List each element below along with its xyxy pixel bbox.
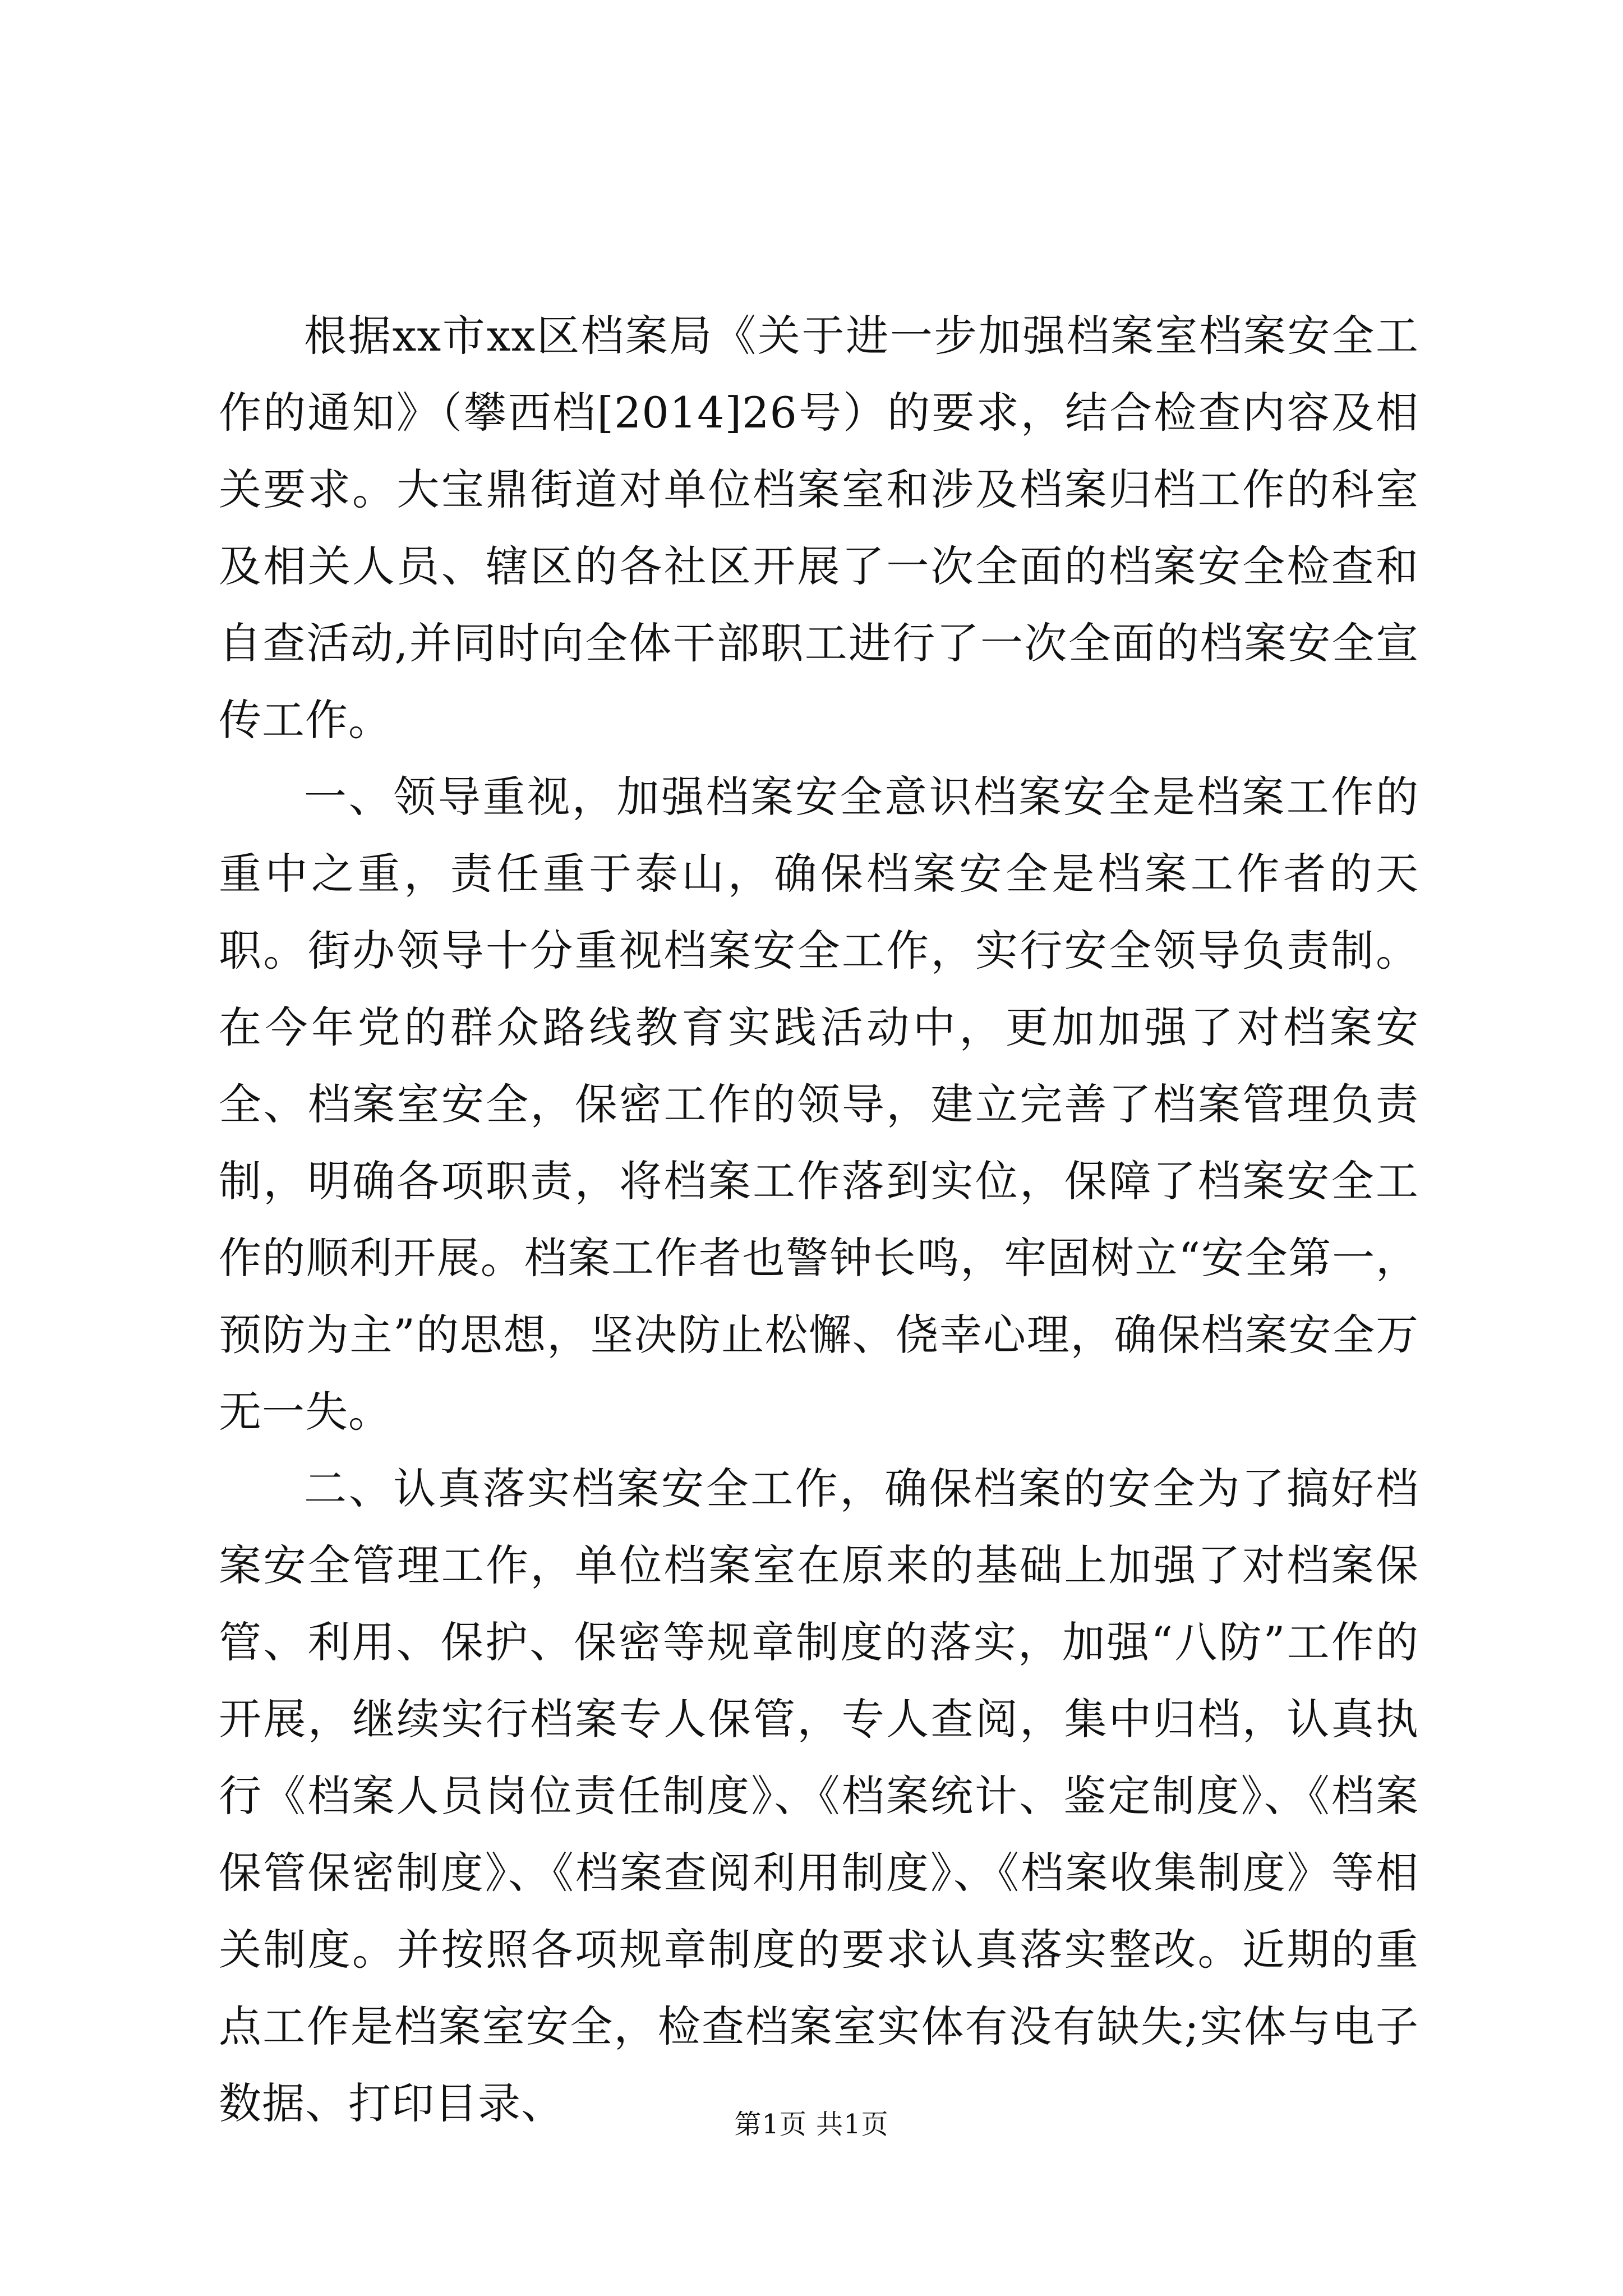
page-footer: 第1页 共1页 [734,2109,889,2140]
paragraph-section-1: 一、领导重视，加强档案安全意识档案安全是档案工作的重中之重，责任重于泰山，确保档案安全是档案工作者的天职。街办领导十分重视档案安全工作，实行安全领导负责制。在今年党的群众路线教育实践活动中，更加加强了对档案安全、档案室安全，保密工作的领导，建立完善了档案管理负责制，明确各项职责，将档案工作落到实位，保障了档案安全工作的顺利开展。档案工作者也警钟长鸣，牢固树立“安全第一，预防为主”的思想，坚决防止松懈、侥幸心理，确保档案安全万无一失。 [219,772,1419,1437]
paragraph-intro: 根据xx市xx区档案局《关于进一步加强档案室档案安全工作的通知》（攀西档[2014]26号）的要求，结合检查内容及相关要求。大宝鼎街道对单位档案室和涉及档案归档工作的科室及相关人员、辖区的各社区开展了一次全面的档案安全检查和自查活动,并同时向全体干部职工进行了一次全面的档案安全宣传工作。 [219,311,1419,745]
document-body [219,297,1419,2142]
paragraph-section-2: 二、认真落实档案安全工作，确保档案的安全为了搞好档案安全管理工作，单位档案室在原来的基础上加强了对档案保管、利用、保护、保密等规章制度的落实，加强“八防”工作的开展，继续实行档案专人保管，专人查阅，集中归档，认真执行《档案人员岗位责任制度》、《档案统计、鉴定制度》、《档案保管保密制度》、《档案查阅利用制度》、《档案收集制度》等相关制度。并按照各项规章制度的要求认真落实整改。近期的重点工作是档案室安全，检查档案室实体有没有缺失;实体与电子数据、打印目录、 [219,1464,1419,2128]
